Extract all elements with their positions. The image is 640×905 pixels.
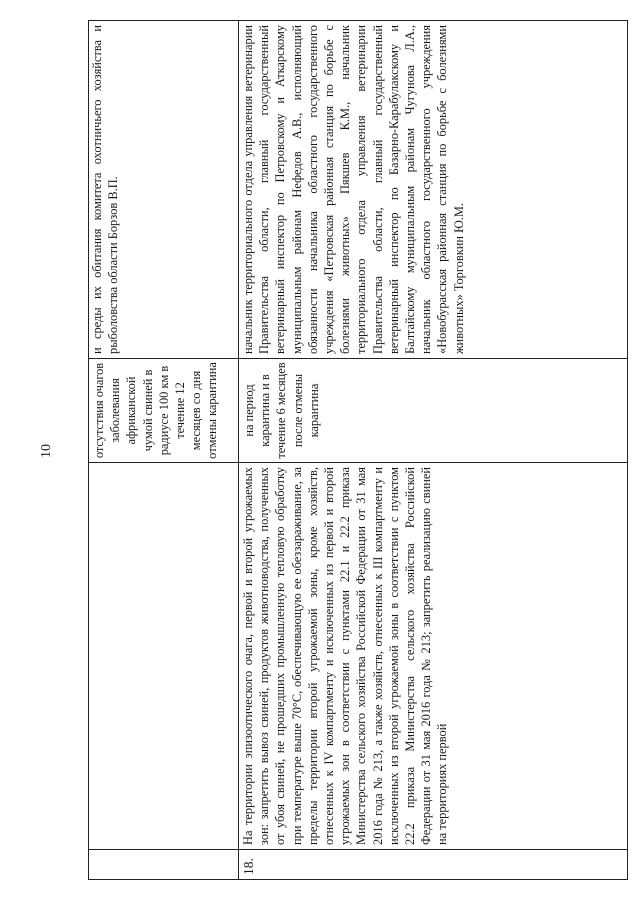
row2-number-cell	[239, 849, 627, 879]
row2-term: на период карантина и в течение 6 месяцев после отмены карантина	[242, 362, 321, 459]
row2-term-cell	[239, 358, 627, 462]
row1-measure-cell	[89, 462, 239, 849]
table-viewport	[88, 20, 628, 880]
landscape-page	[88, 20, 628, 880]
row1-responsible: и среды их обитания комитета охотничьего хозяйства и рыболовства области Борзов В.П.	[90, 25, 121, 354]
row2-measure: На территории эпизоотического очага, первой и второй угрожаемых зон: запретить вывоз свиней, продуктов животноводства, полученных от убоя свиней, не прошедших промышленную тепловую обработку при температуре выше 70°С, обеспечивающую ее обеззараживание, за пределы территории второй угрожаемой зоны, кроме хозяйств, отнесенных к IV компартменту и исключенных из первой и второй угрожаемых зон в соответствии с пунктами 22.1 и 22.2 приказа Министерства сельского хозяйства Российской Федерации от 31 мая 2016 года № 213, а также хозяйств, отнесенных к III компартменту и исключенных из второй угрожаемой зоны в соответствии с пунктом 22.2 приказа Министерства сельского хозяйства Российской Федерации от 31 мая 2016 года № 213; запретить реализацию свиней на территориях первой	[241, 467, 450, 845]
row1-term: отсутствия очагов заболевания африканской чумой свиней в радиусе 100 км в течение 12 месяцев со дня отмены карантина	[92, 362, 220, 459]
measures-table	[88, 20, 628, 880]
row2-measure-cell	[239, 462, 627, 849]
row2-number: 18.	[241, 858, 256, 875]
row2-responsible-cell	[239, 21, 627, 358]
page-number: 10	[39, 444, 54, 458]
row1-number	[89, 850, 93, 879]
row1-number-cell	[89, 849, 239, 879]
row2-responsible: начальник территориального отдела управления ветеринарии Правительства области, главный государственный ветеринарный инспектор по Петровскому и Аткарскому муниципальным районам Нефедов А.В., исполняющий обязанности начальника областного государственного учреждения «Петровская районная станция по борьбе с болезнями животных» Пякшев К.М., начальник территориального отдела управления ветеринарии Правительства области, главный государственный ветеринарный инспектор по Базарно-Карабулакскому и Балтайскому муниципальным районам Чугунова Л.А., начальник областного государственного учреждения «Новобурасская районная станция по борьбе с болезнями животных» Торговкин Ю.М.	[241, 25, 466, 354]
row1-term-cell	[89, 358, 239, 462]
row1-responsible-cell	[89, 21, 239, 358]
